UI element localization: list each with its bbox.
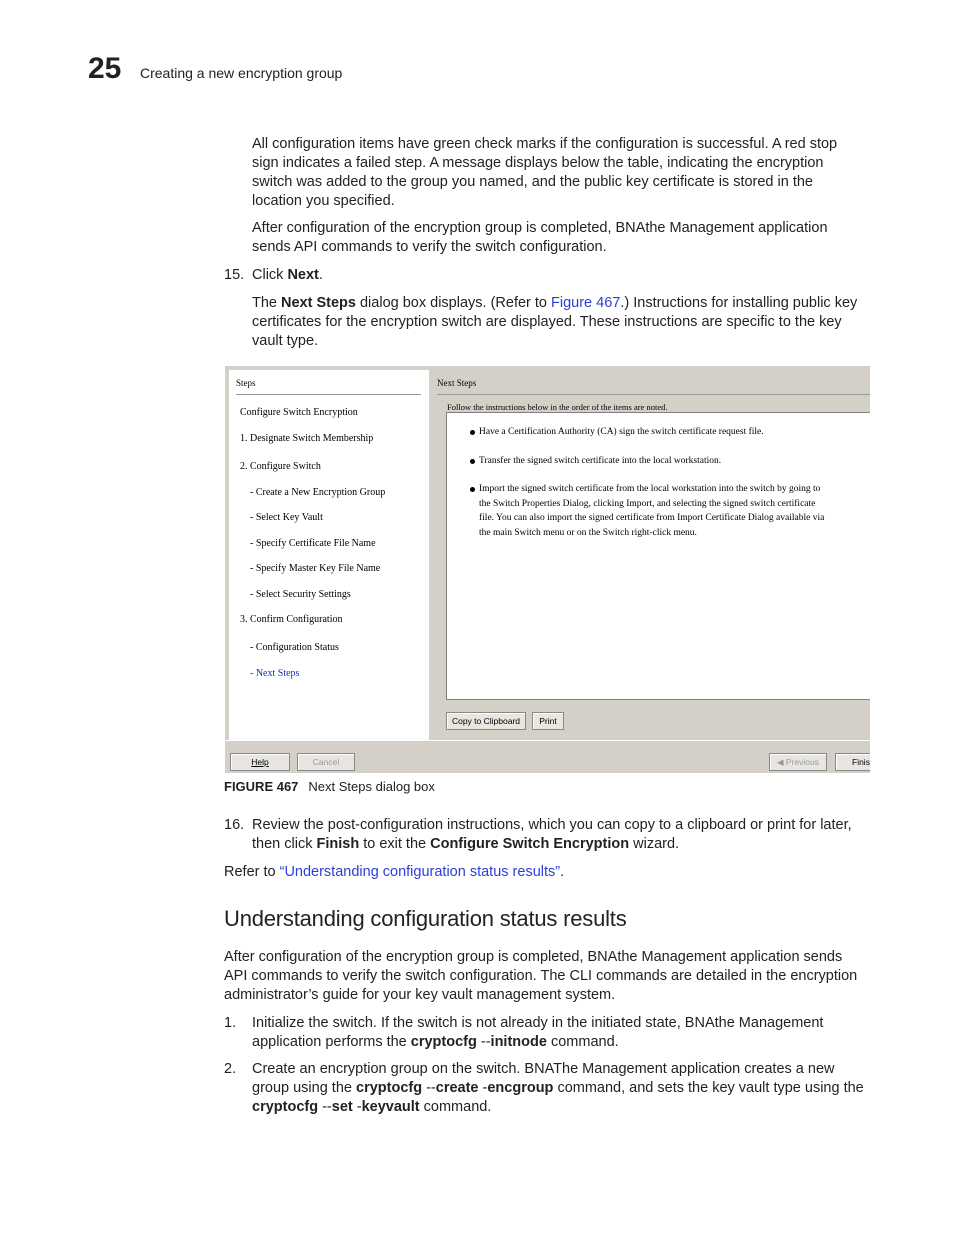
- ui-term: Next: [287, 267, 319, 283]
- steps-header: Steps: [236, 378, 256, 388]
- chapter-number: 25: [88, 52, 122, 85]
- step-item: - Create a New Encryption Group: [250, 487, 386, 498]
- step-item: 2. Configure Switch: [240, 461, 321, 472]
- item-2-number: 2.: [224, 1061, 237, 1077]
- text: --: [476, 1034, 491, 1050]
- text: -: [352, 1099, 362, 1115]
- figure-caption: [224, 779, 435, 794]
- chapter-title: Creating a new encryption group: [140, 65, 343, 81]
- text: dialog box displays. (Refer to: [355, 295, 552, 311]
- finish-button[interactable]: Finis: [835, 753, 870, 771]
- section-paragraph: [224, 948, 857, 1005]
- bullet-icon: [470, 459, 475, 464]
- text-line: administrator’s guide for your key vault management system.: [224, 987, 616, 1003]
- figure-label: FIGURE 467: [224, 779, 299, 794]
- instruction-bullet: [479, 482, 870, 540]
- figure-link[interactable]: Figure 467: [551, 295, 621, 311]
- text: The: [252, 295, 282, 311]
- step-16-text: [252, 816, 852, 854]
- text-line: Transfer the signed switch certificate into the local workstation.: [479, 456, 722, 466]
- command-argument: keyvault: [361, 1099, 420, 1115]
- command-argument: initnode: [490, 1034, 547, 1050]
- text-line: [252, 835, 852, 854]
- text: --: [422, 1080, 436, 1096]
- text: command.: [419, 1099, 492, 1115]
- button-label: Previous: [785, 757, 819, 767]
- text: command.: [546, 1034, 619, 1050]
- text-line: the main Switch menu or on the Switch right-click menu.: [479, 527, 697, 538]
- help-button[interactable]: Help: [230, 753, 290, 771]
- text-line: Create an encryption group on the switch. BNAThe Management application creates a new: [252, 1061, 835, 1077]
- text-line: location you specified.: [252, 193, 395, 209]
- command-argument: create: [435, 1080, 479, 1096]
- step-15-number: 15.: [224, 267, 245, 283]
- step-item: - Select Key Vault: [250, 512, 323, 523]
- step-item: - Specify Master Key File Name: [250, 563, 381, 574]
- step-16-number: 16.: [224, 817, 245, 833]
- text: application performs the: [252, 1034, 411, 1050]
- command-argument: set: [331, 1099, 353, 1115]
- step-15-text: [252, 266, 323, 285]
- next-steps-panel: [432, 370, 870, 740]
- text: .) Instructions for installing public key: [620, 295, 858, 311]
- divider: [236, 394, 421, 395]
- chevron-left-icon: ◀: [777, 757, 786, 767]
- text-line: All configuration items have green check marks if the configuration is successful. A red stop: [252, 136, 838, 152]
- divider: [225, 740, 870, 741]
- text: --: [318, 1099, 332, 1115]
- text: Refer to: [224, 864, 280, 880]
- text-line: After configuration of the encryption group is completed, BNAthe Management application: [252, 220, 828, 236]
- command-name: cryptocfg: [356, 1080, 423, 1096]
- bullet-icon: [470, 487, 475, 492]
- item-1-number: 1.: [224, 1015, 237, 1031]
- steps-panel: [229, 370, 429, 740]
- command-name: cryptocfg: [410, 1034, 477, 1050]
- text-line: Initialize the switch. If the switch is not already in the initiated state, BNAthe Management: [252, 1015, 824, 1031]
- step-item: - Specify Certificate File Name: [250, 538, 376, 549]
- text: Click: [252, 267, 288, 283]
- text-line: After configuration of the encryption group is completed, BNAthe Management application sends: [224, 949, 843, 965]
- text: -: [478, 1080, 488, 1096]
- step-item: 3. Confirm Configuration: [240, 614, 343, 625]
- figure-title: Next Steps dialog box: [308, 779, 435, 794]
- item-1-text: [252, 1014, 823, 1052]
- step-15-description: [252, 294, 857, 351]
- text-line: [252, 1079, 864, 1098]
- next-steps-dialog-screenshot: [225, 366, 870, 773]
- step-item: - Select Security Settings: [250, 589, 351, 600]
- command-name: cryptocfg: [252, 1099, 319, 1115]
- text-line: switch was added to the group you named, and the public key certificate is stored in the: [252, 174, 813, 190]
- text-line: sign indicates a failed step. A message displays below the table, indicating the encryption: [252, 155, 824, 171]
- text-line: certificates for the encryption switch are displayed. These instructions are specific to the key: [252, 314, 842, 330]
- text-line: Have a Certification Authority (CA) sign the switch certificate request file.: [479, 427, 764, 437]
- text: command, and sets the key vault type using the: [553, 1080, 864, 1096]
- panel-header: Next Steps: [437, 378, 477, 388]
- text: wizard.: [629, 836, 680, 852]
- text: to exit the: [359, 836, 431, 852]
- divider: [437, 394, 870, 395]
- bullet-icon: [470, 430, 475, 435]
- intro-paragraph-2: [252, 219, 828, 257]
- text: then click: [252, 836, 317, 852]
- instruction-text: Follow the instructions below in the order of the items are noted.: [447, 402, 668, 412]
- text-line: file. You can also import the signed certificate from Import Certificate Dialog available via: [479, 513, 825, 523]
- text-line: [252, 1098, 864, 1117]
- item-2-text: [252, 1060, 864, 1117]
- text: .: [318, 267, 323, 283]
- step-item: Configure Switch Encryption: [240, 407, 358, 418]
- section-link[interactable]: “Understanding configuration status results”: [279, 864, 561, 880]
- text-line: the Switch Properties Dialog, clicking Import, and selecting the signed switch certificate: [479, 498, 816, 509]
- copy-to-clipboard-button[interactable]: Copy to Clipboard: [446, 712, 526, 730]
- instructions-box: [446, 412, 870, 700]
- text-line: API commands to verify the switch configuration. The CLI commands are detailed in the encryption: [224, 968, 858, 984]
- step-item: 1. Designate Switch Membership: [240, 433, 374, 444]
- text-line: sends API commands to verify the switch configuration.: [252, 239, 607, 255]
- refer-line: [224, 863, 564, 882]
- text-line: [252, 294, 857, 313]
- instruction-bullet: [479, 454, 870, 469]
- section-heading: Understanding configuration status results: [224, 906, 627, 931]
- text: group using the: [252, 1080, 356, 1096]
- text: .: [560, 864, 565, 880]
- ui-term: Finish: [316, 836, 360, 852]
- text-line: Review the post-configuration instructions, which you can copy to a clipboard or print for later,: [252, 817, 852, 833]
- ui-term: Next Steps: [281, 295, 356, 311]
- instruction-bullet: [479, 425, 870, 440]
- cancel-button[interactable]: Cancel: [297, 753, 355, 771]
- previous-button[interactable]: [769, 753, 827, 771]
- ui-term: Configure Switch Encryption: [430, 836, 630, 852]
- command-argument: encgroup: [487, 1080, 554, 1096]
- text-line: Import the signed switch certificate from the local workstation into the switch by going to: [479, 484, 821, 494]
- step-item: - Configuration Status: [250, 642, 339, 653]
- text-line: [252, 1033, 823, 1052]
- step-item-active: - Next Steps: [250, 668, 300, 679]
- print-button[interactable]: Print: [532, 712, 564, 730]
- intro-paragraph-1: [252, 135, 837, 211]
- text-line: vault type.: [252, 333, 319, 349]
